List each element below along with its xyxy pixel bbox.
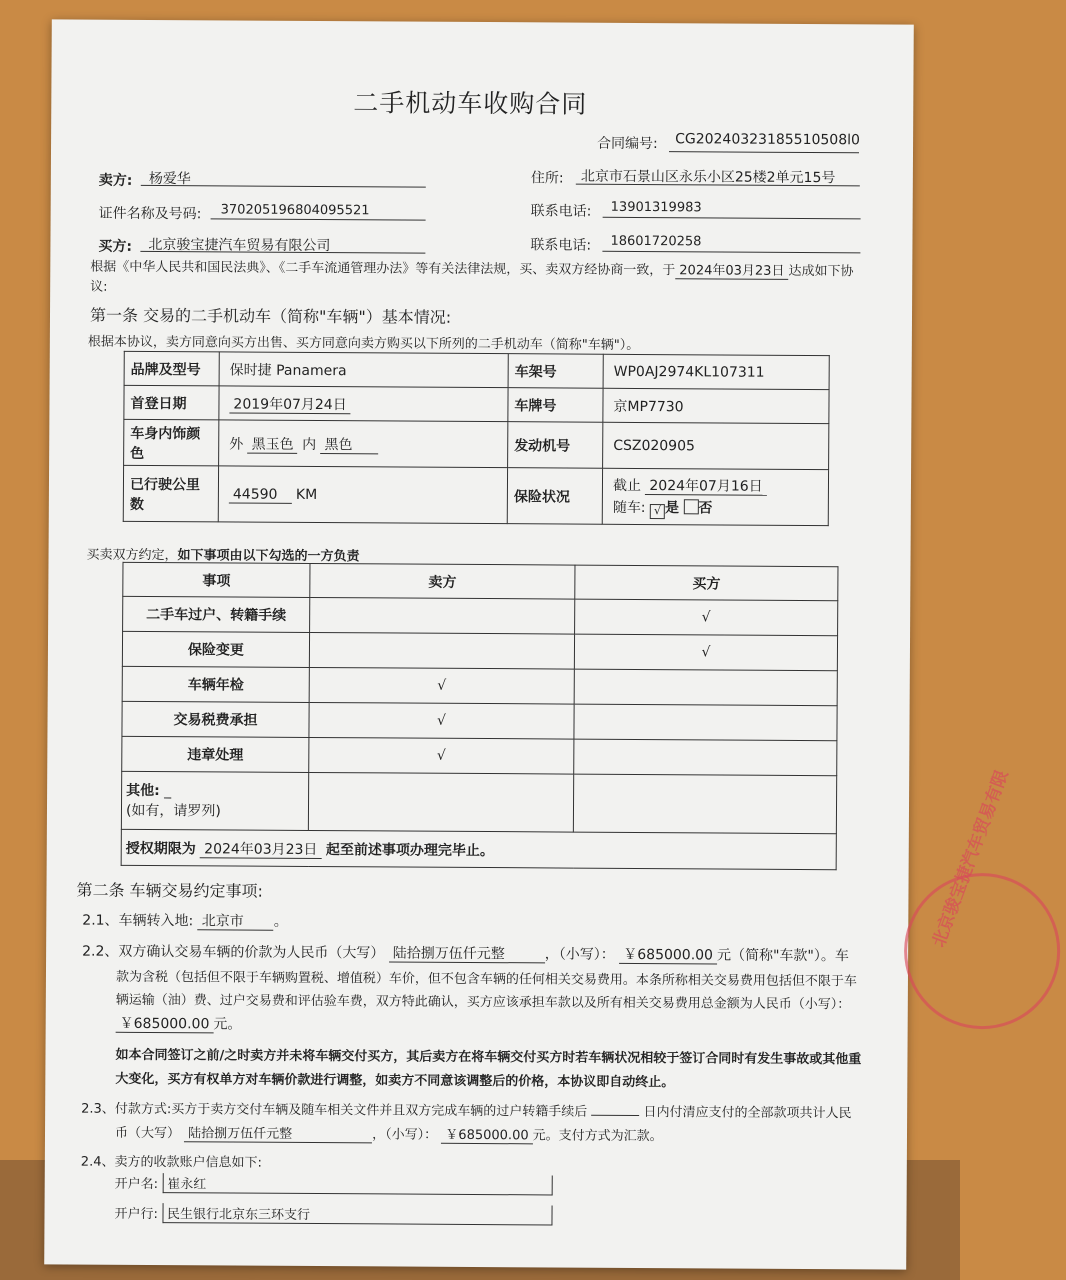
seller-name: 杨爱华 [148,170,191,188]
duties-col-buyer: 买方 [575,565,838,601]
insurance-yes-label: 是 [664,499,680,516]
section-2-2-line3: 辆运输（油）费、过户交易费和评估验车费，双方特此确认，买方应该承担车款以及所有相关交易费用总金额为人民币（小写）： [115,992,851,1013]
mileage-value: 44590 [229,486,292,503]
bold-clause-line1: 如本合同签订之前/之时卖方并未将车辆交付买方，其后卖方在将车辆交付买方时若车辆状况相较于签订合同时有发生事故或其他重 [115,1047,862,1068]
buyer-phone-label: 联系电话: [530,237,592,254]
duty-other-label: 其他: [126,782,160,799]
duty-item: 违章处理 [122,736,309,772]
seller-address: 北京市石景山区永乐小区25楼2单元15号 [580,168,836,187]
duty-other-note: (如有，请罗列) [125,802,221,819]
duties-col-item: 事项 [123,562,310,597]
contract-no-label: 合同编号: [597,135,658,153]
seller-phone: 13901319983 [610,199,702,216]
vin-label: 车架号 [508,354,603,389]
contract-title: 二手机动车收购合同 [353,88,588,119]
deadline-tail: 起至前述事项办理完毕止。 [325,841,494,859]
bold-clause-line2: 大变化，买方有权单方对车辆价款进行调整，如卖方不同意该调整后的价格，本协议即自动终止。 [115,1071,675,1091]
mileage-unit: KM [295,486,318,503]
insurance-with-car-label: 随车: [612,499,646,516]
vehicle-info-table [123,351,830,526]
ext-color-label: 外 [229,435,244,453]
duty-seller-mark [310,597,575,634]
account-name: 崔永红 [162,1173,552,1195]
engine-value: CSZ020905 [603,422,829,469]
duty-buyer-mark: √ [574,634,837,671]
duties-table [121,562,839,870]
reg-date-value: 2019年07月24日 [229,396,350,414]
buyer-phone: 18601720258 [610,233,702,250]
brand-value: 保时捷 Panamera [219,352,508,388]
engine-label: 发动机号 [508,422,603,469]
account-name-row: 开户名: 崔永红 [115,1173,553,1196]
insurance-no-label: 否 [698,499,713,516]
pay-upper: 陆拾捌万伍仟元整 [184,1126,372,1143]
duty-item: 交易税费承担 [122,701,309,737]
buyer-name: 北京骏宝捷汽车贸易有限公司 [148,236,331,255]
color-label: 车身内饰颜色 [124,419,219,466]
contract-page [44,19,1013,1269]
bank-name: 民生银行北京东三环支行 [162,1203,552,1225]
buyer-label: 买方: [98,238,133,255]
duty-item: 二手车过户、转籍手续 [123,596,310,632]
intro-text-end: 议: [90,279,108,295]
vin-value: WP0AJ2974KL107311 [603,354,829,389]
seller-id-number: 370205196804095521 [220,202,370,219]
insurance-yes-checkbox: √ [650,504,665,519]
article-1-title: 第一条 交易的二手机动车（简称"车辆"）基本情况: [89,305,452,327]
duty-seller-mark: √ [309,737,574,774]
seller-phone-label: 联系电话: [530,203,592,220]
duties-col-seller: 卖方 [310,563,575,599]
section-2-3-line2: 币（大写） 陆拾捌万伍仟元整 ，（小写）： ￥685000.00 元。支付方式为汇款。 [114,1125,663,1145]
insurance-no-checkbox [683,499,698,514]
duty-buyer-mark [574,704,837,741]
duties-intro: 买卖双方约定，如下事项由以下勾选的一方负责 [86,547,360,565]
duty-item: 保险变更 [122,631,309,667]
insurance-label: 保险状况 [507,468,602,525]
duty-buyer-mark [574,669,837,706]
section-2-1: 2.1、车辆转入地: 北京市 。 [82,912,288,930]
duty-buyer-mark [574,739,837,776]
address-label: 住所: [530,170,564,187]
section-2-2-line1: 2.2、双方确认交易车辆的价款为人民币（大写） 陆拾捌万伍仟元整 ，（小写）： ￥685000.00 元（简称"车款"）。车 [82,943,849,965]
duty-seller-mark: √ [309,702,574,739]
deadline-label: 授权期限为 [125,840,196,857]
company-seal-text: 北京骏宝捷汽车贸易有限 [928,767,1013,950]
insurance-until-date: 2024年07月16日 [645,478,766,496]
plate-value: 京MP7730 [603,388,829,423]
reg-date-label: 首登日期 [124,385,219,420]
duty-buyer-mark: √ [575,599,838,636]
price-lower: ￥685000.00 [619,947,717,965]
section-2-3-line1: 2.3、付款方式:买方于卖方交付车辆及随车相关文件并且双方完成车辆的过户转籍手续后 日内付清应支付的全部款项共计人民 [81,1101,852,1122]
article-2-title: 第二条 车辆交易约定事项: [76,880,264,901]
contract-no: CG20240323185510508l0 [675,131,860,149]
int-color-value: 黑色 [321,437,379,454]
mileage-label: 已行驶公里数 [123,465,218,522]
price-upper: 陆拾捌万伍仟元整 [389,945,545,963]
int-color-label: 内 [302,436,317,453]
section-2-4: 2.4、卖方的收款账户信息如下: [80,1154,262,1171]
duty-item: 车辆年检 [122,666,309,702]
ext-color-value: 黑玉色 [248,436,298,453]
deadline-date: 2024年03月23日 [200,841,321,859]
pay-lower: ￥685000.00 [441,1128,532,1145]
id-label: 证件名称及号码: [98,205,202,223]
duty-other-blank: _ [164,782,172,799]
insurance-until-label: 截止 [612,477,642,494]
total-lower: ￥685000.00 [116,1016,214,1034]
intro-text: 根据《中华人民共和国民法典》、《二手车流通管理办法》等有关法律法规，买、卖双方经协商一致，于 2024年03月23日 达成如下协 [90,259,854,280]
brand-label: 品牌及型号 [124,351,219,386]
seller-label: 卖方: [98,172,133,189]
plate-label: 车牌号 [508,388,603,423]
duty-seller-mark: √ [309,667,574,704]
duty-seller-mark [309,632,574,669]
article-1-desc: 根据本协议，卖方同意向买方出售、买方同意向卖方购买以下所列的二手机动车（简称"车辆"）。 [87,334,640,353]
section-2-2-line2: 款为含税（包括但不限于车辆购置税、增值税）车价，但不包含车辆的任何相关交易费用。本条所称相关交易费用包括但不限于车 [115,969,858,990]
bank-row: 开户行: 民生银行北京东三环支行 [114,1203,552,1226]
section-2-2-total: ￥685000.00 元。 [116,1013,242,1034]
